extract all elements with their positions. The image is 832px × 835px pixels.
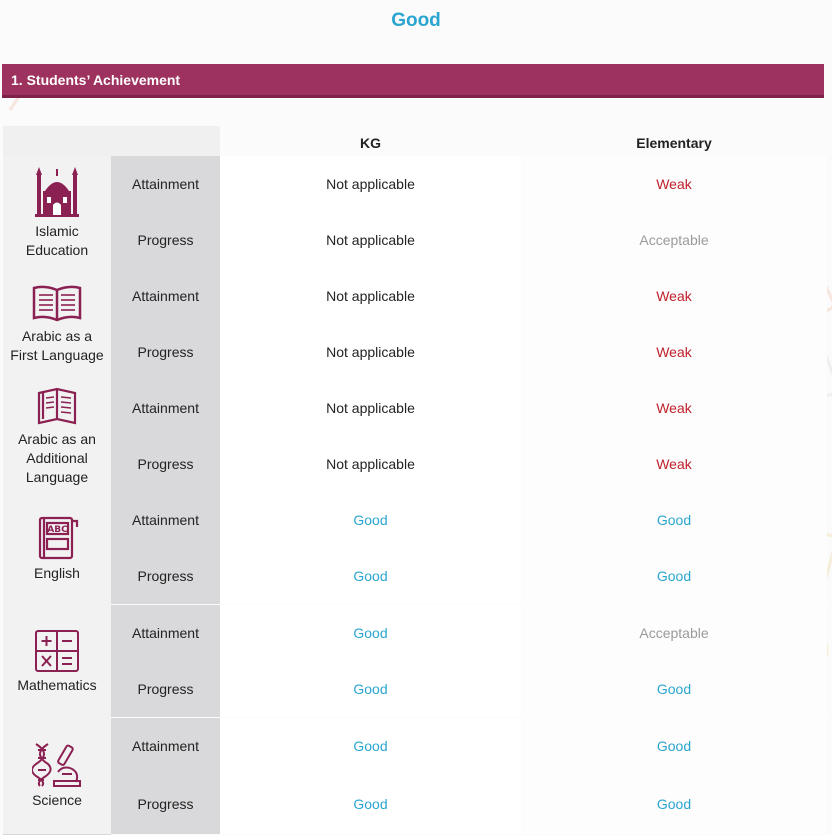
kg-value: Not applicable [220, 380, 521, 436]
header-spacer [3, 126, 220, 156]
column-header-row [3, 126, 827, 156]
table-row [111, 661, 827, 717]
column-header-kg: KG [360, 135, 381, 151]
table-row [111, 212, 827, 268]
subject-cell-islamic-education [3, 156, 111, 269]
table-row [111, 324, 827, 380]
elementary-value: Good [521, 548, 827, 604]
subject-cell-english [3, 492, 111, 606]
table-row [111, 605, 827, 661]
subject-name: Mathematics [17, 676, 97, 693]
table-row [111, 380, 827, 436]
elementary-value: Weak [521, 436, 827, 492]
subject-name: Islamic Education [25, 222, 89, 258]
kg-value: Good [220, 605, 521, 661]
subject-name: English [34, 564, 80, 581]
kg-value: Good [220, 661, 521, 717]
row-label: Attainment [111, 492, 220, 548]
elementary-value: Weak [521, 380, 827, 436]
table-row [111, 156, 827, 212]
row-label: Attainment [111, 380, 220, 436]
row-label: Attainment [111, 718, 220, 774]
elementary-value: Good [521, 492, 827, 548]
svg-text:ABC: ABC [47, 524, 68, 535]
elementary-value: Acceptable [521, 605, 827, 661]
table-row [111, 548, 827, 604]
table-row [111, 268, 827, 324]
achievement-table [3, 126, 827, 834]
kg-value: Not applicable [220, 436, 521, 492]
subject-name: Science [32, 792, 82, 808]
kg-value: Good [220, 774, 521, 834]
elementary-value: Weak [521, 268, 827, 324]
elementary-value: Weak [521, 156, 827, 212]
row-label: Attainment [111, 268, 220, 324]
elementary-value: Good [521, 718, 827, 774]
row-label: Progress [111, 548, 220, 604]
abc-book-icon [35, 515, 79, 561]
table-row [111, 492, 827, 548]
subject-cell-arabic-additional-language [3, 380, 111, 493]
elementary-value: Weak [521, 324, 827, 380]
kg-value: Good [220, 492, 521, 548]
book-icon [35, 385, 79, 427]
elementary-value: Acceptable [521, 212, 827, 268]
subject-cell-arabic-first-language [3, 268, 111, 381]
kg-value: Not applicable [220, 268, 521, 324]
row-label: Progress [111, 436, 220, 492]
math-symbols-icon [34, 629, 80, 673]
page-title: Good [391, 10, 441, 31]
open-book-icon [31, 284, 83, 324]
section-title: 1. Students’ Achievement [11, 71, 181, 88]
row-label: Progress [111, 661, 220, 717]
table-row [111, 436, 827, 492]
table-row [111, 774, 827, 834]
subject-cell-mathematics [3, 605, 111, 719]
kg-value: Not applicable [220, 324, 521, 380]
table-row [111, 718, 827, 774]
kg-value: Good [220, 548, 521, 604]
kg-value: Not applicable [220, 156, 521, 212]
row-label: Attainment [111, 156, 220, 212]
subject-cell-science [3, 718, 111, 835]
elementary-value: Good [521, 774, 827, 834]
kg-value: Good [220, 718, 521, 774]
subject-name: Arabic as a First Language [10, 327, 104, 363]
section-header [2, 64, 824, 98]
dna-microscope-icon [32, 742, 82, 788]
row-label: Attainment [111, 605, 220, 661]
subject-name: Arabic as an Additional Language [18, 431, 96, 485]
mosque-icon [35, 165, 79, 219]
row-label: Progress [111, 324, 220, 380]
row-label: Progress [111, 212, 220, 268]
row-label: Progress [111, 774, 220, 834]
kg-value: Not applicable [220, 212, 521, 268]
elementary-value: Good [521, 661, 827, 717]
column-header-elementary: Elementary [636, 135, 712, 151]
